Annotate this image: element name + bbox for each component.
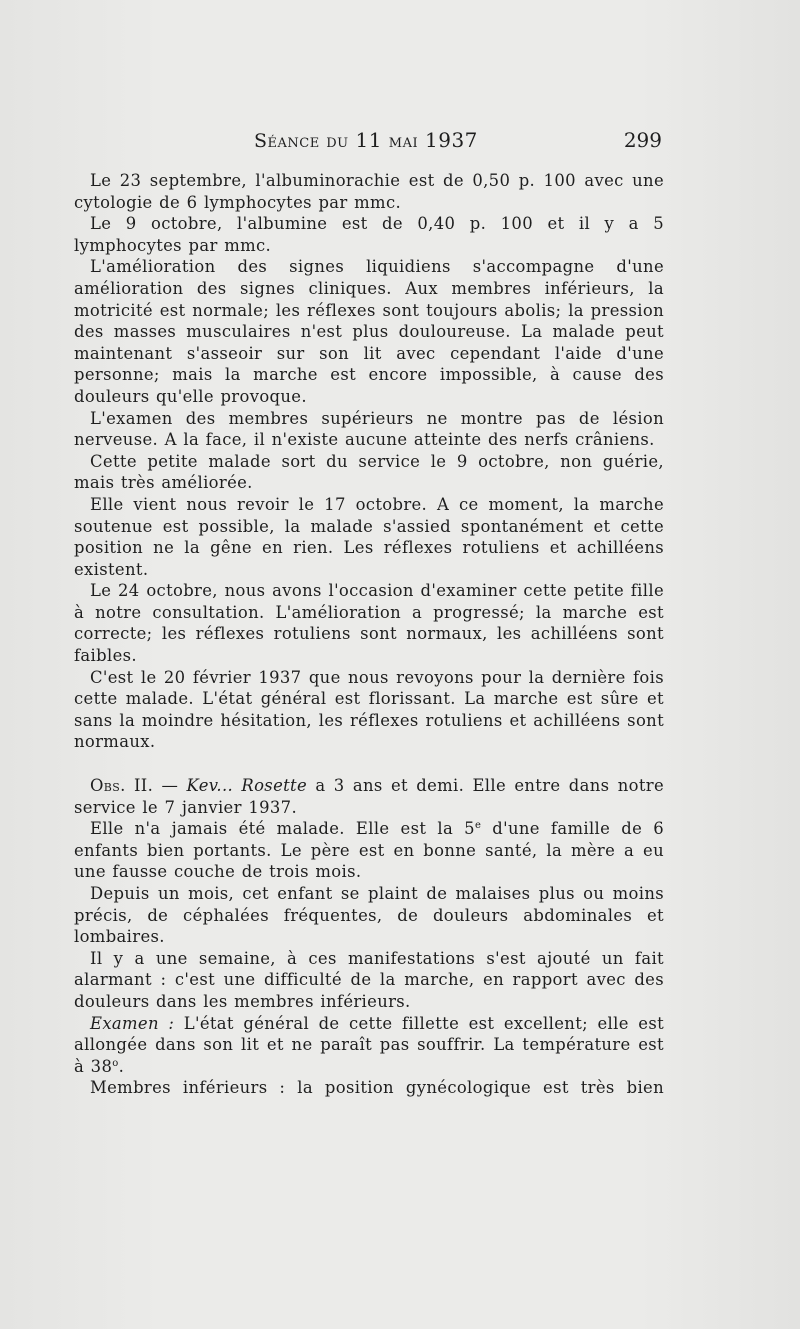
obs-p2-text-b: d'une famille de 6 enfants bien portants. Le père est en bonne santé, la mère a eu une fausse couche de trois mois. (74, 819, 664, 882)
body-text (74, 170, 664, 1099)
observation-label: Obs. II. (90, 776, 154, 796)
obs-p2-superscript: e (474, 820, 482, 832)
running-head-seance: Séance du (254, 130, 349, 152)
examen-label: Examen : (90, 1013, 175, 1033)
running-head (254, 128, 478, 152)
obs-p2-text-a: Elle n'a jamais été malade. Elle est la 5 (90, 819, 475, 839)
paragraph-3: L'amélioration des signes liquidiens s'accompagne d'une amélioration des signes cliniques. Aux membres inférieurs, la motricité est normale; les réflexes sont toujours abolis; la pression des masses musculaires n'est plus douloureuse. La malade peut maintenant s'asseoir sur son lit avec cependant l'aide d'une personne; mais la marche est encore impossible, à cause des douleurs qu'elle provoque. (74, 257, 664, 406)
obs-p5-text-a: L'état général de cette fillette est excellent; elle est allongée dans son lit et ne paraît pas souffrir. La température est à 38 (74, 1013, 665, 1076)
running-head-year: 1937 (418, 128, 478, 152)
observation-intro: a 3 ans et demi. Elle entre dans notre service le 7 janvier 1937. (74, 776, 664, 817)
patient-name: Kev... Rosette (186, 776, 308, 796)
obs-p5-text-b: . (118, 1056, 125, 1076)
running-head-month: mai (388, 130, 419, 152)
paragraph-6: Elle vient nous revoir le 17 octobre. A ce moment, la marche soutenue est possible, la malade s'assied spontanément et cette position ne la gêne en rien. Les réflexes rotuliens et achilléens existent. (74, 494, 664, 579)
running-head-day: 11 (348, 128, 389, 152)
paragraph-5: Cette petite malade sort du service le 9 octobre, non guérie, mais très améliorée. (74, 451, 664, 493)
obs-paragraph-6: Membres inférieurs : la position gynécologique est très bien (90, 1078, 664, 1098)
obs-paragraph-4: Il y a une semaine, à ces manifestations s'est ajouté un fait alarmant : c'est une difficulté de la marche, en rapport avec des douleurs dans les membres inférieurs. (74, 948, 664, 1011)
observation-dash: — (153, 776, 187, 796)
obs-paragraph-3: Depuis un mois, cet enfant se plaint de malaises plus ou moins précis, de céphalées fréquentes, de douleurs abdominales et lombaires. (74, 884, 664, 947)
paragraph-7: Le 24 octobre, nous avons l'occasion d'examiner cette petite fille à notre consultation. L'amélioration a progressé; la marche est correcte; les réflexes rotuliens sont normaux, les achilléens sont faibles. (74, 581, 664, 666)
page-header (74, 128, 662, 158)
paragraph-1: Le 23 septembre, l'albuminorachie est de 0,50 p. 100 avec une cytologie de 6 lymphocytes par mmc. (74, 171, 664, 212)
obs-paragraph-5 (74, 1013, 664, 1078)
paragraph-2: Le 9 octobre, l'albumine est de 0,40 p. 100 et il y a 5 lymphocytes par mmc. (74, 214, 664, 255)
degree-superscript: o (112, 1057, 119, 1069)
paragraph-8: C'est le 20 février 1937 que nous revoyons pour la dernière fois cette malade. L'état général est florissant. La marche est sûre et sans la moindre hésitation, les réflexes rotuliens et achilléens sont normaux. (74, 667, 664, 752)
paragraph-4: L'examen des membres supérieurs ne montre pas de lésion nerveuse. A la face, il n'existe aucune atteinte des nerfs crâniens. (74, 408, 664, 450)
obs-paragraph-2 (74, 818, 664, 883)
page-number: 299 (623, 128, 662, 152)
observation-heading-paragraph (74, 775, 664, 818)
